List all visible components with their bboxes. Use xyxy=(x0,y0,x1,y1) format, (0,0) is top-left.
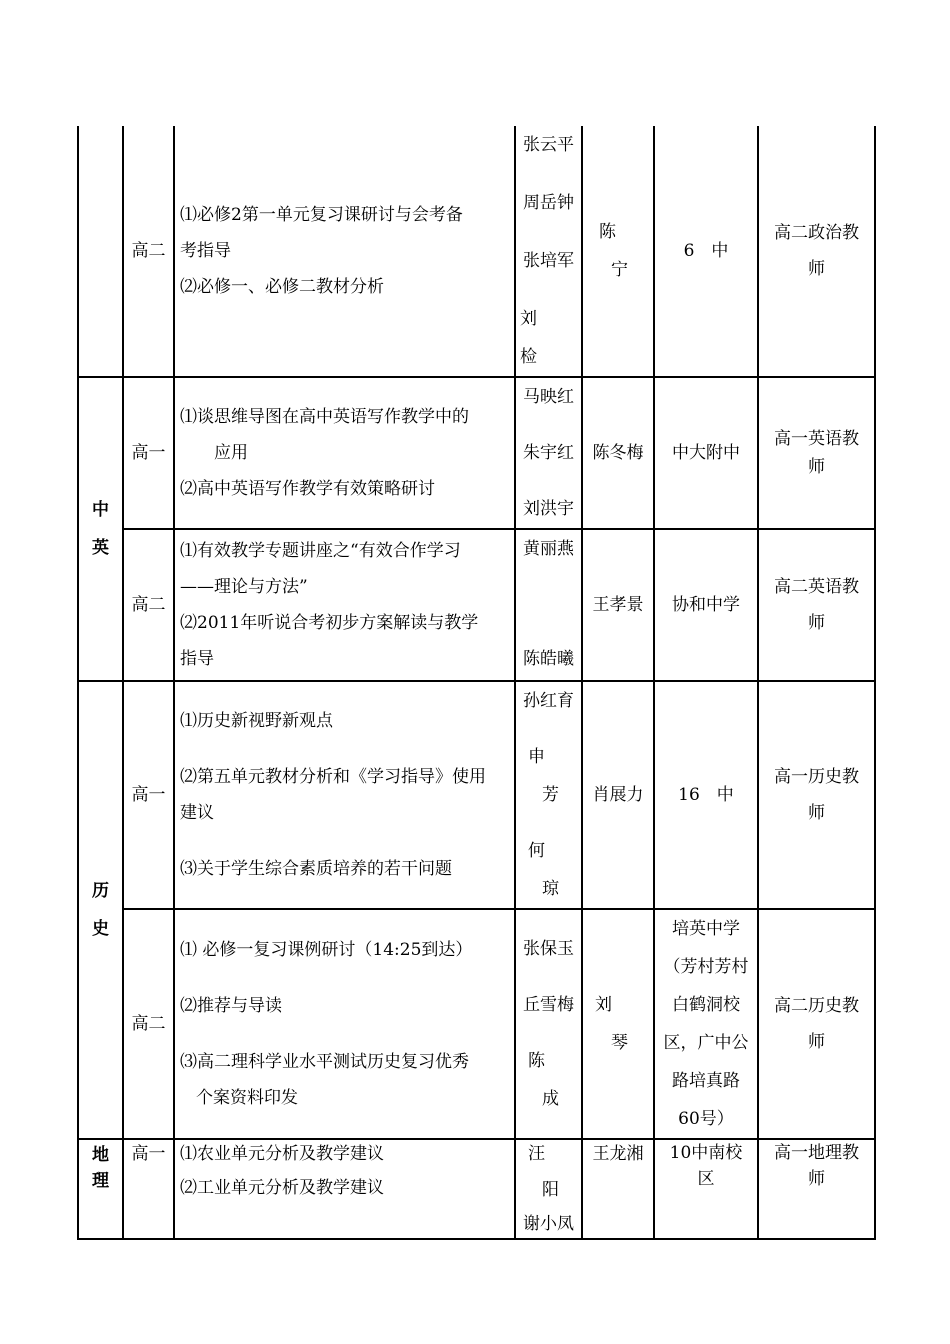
teachers-cell xyxy=(515,126,582,377)
content-line: 个案资料印发 xyxy=(196,1088,298,1108)
venue-line: 10中南校 xyxy=(669,1143,743,1163)
content-line: ⑴历史新视野新观点 xyxy=(180,711,333,731)
teacher-name: 孙红育 xyxy=(523,691,574,711)
venue-line: 60号） xyxy=(678,1109,734,1129)
host-name: 刘 xyxy=(595,995,612,1015)
teacher-name: 刘洪宇 xyxy=(523,499,574,519)
subject-cell xyxy=(78,126,123,377)
teacher-name: 张保玉 xyxy=(523,939,574,959)
content-line: ⑴农业单元分析及教学建议 xyxy=(180,1144,384,1164)
teacher-name: 芳 xyxy=(542,785,559,805)
teacher-name: 陈 xyxy=(528,1051,545,1071)
teacher-name: 丘雪梅 xyxy=(523,995,574,1015)
subject-char: 地 xyxy=(92,1145,109,1165)
content-cell xyxy=(174,909,515,1139)
content-line: ⑵必修一、必修二教材分析 xyxy=(180,277,384,297)
host-name: 宁 xyxy=(611,260,628,280)
table-row xyxy=(78,126,875,377)
target-cell xyxy=(758,377,875,529)
teacher-name: 谢小凤 xyxy=(523,1214,574,1234)
target-cell xyxy=(758,126,875,377)
content-line: 考指导 xyxy=(180,241,231,261)
grade-cell: 高二 xyxy=(123,909,174,1139)
content-line: ⑵工业单元分析及教学建议 xyxy=(180,1178,384,1198)
teacher-name: 马映红 xyxy=(523,387,574,407)
teacher-name: 朱宇红 xyxy=(523,443,574,463)
target-line: 高一地理教 xyxy=(774,1143,859,1163)
target-cell xyxy=(758,529,875,681)
subject-char: 中 xyxy=(92,500,109,520)
subject-char: 历 xyxy=(92,881,109,901)
grade-cell: 高二 xyxy=(123,529,174,681)
subject-cell xyxy=(78,377,123,681)
content-cell xyxy=(174,681,515,909)
content-line: ⑶高二理科学业水平测试历史复习优秀 xyxy=(180,1052,469,1072)
teacher-name: 申 xyxy=(528,747,545,767)
subject-cell xyxy=(78,1139,123,1239)
target-cell xyxy=(758,1139,875,1239)
target-line: 高二历史教 xyxy=(774,996,859,1016)
host-cell xyxy=(582,909,654,1139)
teacher-name: 成 xyxy=(542,1089,559,1109)
venue-line: 区，广中公 xyxy=(663,1033,749,1053)
teachers-cell xyxy=(515,681,582,909)
content-line: ⑴有效教学专题讲座之“有效合作学习 xyxy=(180,541,461,561)
content-cell xyxy=(174,126,515,377)
grade-cell: 高二 xyxy=(123,126,174,377)
venue-line: （芳村芳村 xyxy=(663,957,749,977)
host-name: 琴 xyxy=(611,1033,628,1053)
teacher-name: 黄丽燕 xyxy=(523,539,574,559)
host-cell xyxy=(582,126,654,377)
teachers-cell xyxy=(515,529,582,681)
content-line: 指导 xyxy=(180,649,214,669)
content-line: ⑵第五单元教材分析和《学习指导》使用 xyxy=(180,767,486,787)
target-line: 高一英语教 xyxy=(774,429,859,449)
teachers-cell xyxy=(515,909,582,1139)
content-line: 建议 xyxy=(180,803,214,823)
teacher-name: 张云平 xyxy=(523,135,574,155)
table-row xyxy=(78,1139,875,1239)
venue-line: 区 xyxy=(697,1169,715,1189)
teacher-name: 阳 xyxy=(542,1180,559,1200)
content-line: ⑵推荐与导读 xyxy=(180,996,282,1016)
content-line: ⑴谈思维导图在高中英语写作教学中的 xyxy=(180,407,469,427)
target-line: 高一历史教 xyxy=(774,767,859,787)
venue-cell xyxy=(654,909,758,1139)
content-line: ⑵2011年听说合考初步方案解读与教学 xyxy=(180,613,479,633)
host-cell: 王孝景 xyxy=(582,529,654,681)
table-row xyxy=(78,377,875,529)
grade-cell: 高一 xyxy=(123,377,174,529)
target-line: 师 xyxy=(808,259,825,279)
teachers-cell xyxy=(515,1139,582,1239)
venue-cell: 中大附中 xyxy=(654,377,758,529)
target-line: 师 xyxy=(808,1169,825,1189)
teacher-name: 张培军 xyxy=(523,251,574,271)
content-cell xyxy=(174,377,515,529)
venue-line: 路培真路 xyxy=(672,1071,740,1091)
teacher-name: 汪 xyxy=(528,1144,545,1164)
host-name: 陈 xyxy=(599,222,616,242)
host-cell: 肖展力 xyxy=(582,681,654,909)
venue-line: 白鹤洞校 xyxy=(672,995,740,1015)
teacher-name: 陈皓曦 xyxy=(523,649,574,669)
target-line: 高二政治教 xyxy=(774,223,859,243)
subject-char: 英 xyxy=(92,538,109,558)
subject-char: 史 xyxy=(92,919,109,939)
content-cell xyxy=(174,529,515,681)
table-row xyxy=(78,529,875,681)
teacher-name: 琼 xyxy=(542,879,559,899)
venue-cell: 6 中 xyxy=(654,126,758,377)
venue-cell xyxy=(654,1139,758,1239)
target-line: 师 xyxy=(808,613,825,633)
target-cell xyxy=(758,909,875,1139)
teacher-name: 周岳钟 xyxy=(523,193,574,213)
target-line: 师 xyxy=(808,803,825,823)
subject-cell xyxy=(78,681,123,1139)
grade-cell: 高一 xyxy=(123,681,174,909)
content-cell xyxy=(174,1139,515,1239)
grade-cell: 高一 xyxy=(123,1139,174,1239)
teacher-name: 何 xyxy=(528,841,545,861)
content-line: ⑴必修2第一单元复习课研讨与会考备 xyxy=(180,205,463,225)
content-line: 应用 xyxy=(214,443,248,463)
subject-char: 理 xyxy=(92,1171,109,1191)
venue-cell: 协和中学 xyxy=(654,529,758,681)
content-line: ⑵高中英语写作教学有效策略研讨 xyxy=(180,479,435,499)
venue-cell: 16 中 xyxy=(654,681,758,909)
content-line: ⑶关于学生综合素质培养的若干问题 xyxy=(180,859,452,879)
venue-line: 培英中学 xyxy=(672,919,740,939)
table-row xyxy=(78,909,875,1139)
target-cell xyxy=(758,681,875,909)
content-line: ——理论与方法” xyxy=(180,577,308,597)
target-line: 师 xyxy=(808,1032,825,1052)
target-line: 高二英语教 xyxy=(774,577,859,597)
teachers-cell xyxy=(515,377,582,529)
schedule-table xyxy=(77,126,876,1240)
teacher-name: 刘 xyxy=(520,309,537,329)
teacher-name: 检 xyxy=(520,347,537,367)
host-cell: 陈冬梅 xyxy=(582,377,654,529)
content-line: ⑴ 必修一复习课例研讨（14:25到达） xyxy=(180,940,473,960)
table-row xyxy=(78,681,875,909)
host-cell: 王龙湘 xyxy=(582,1139,654,1239)
target-line: 师 xyxy=(808,457,825,477)
